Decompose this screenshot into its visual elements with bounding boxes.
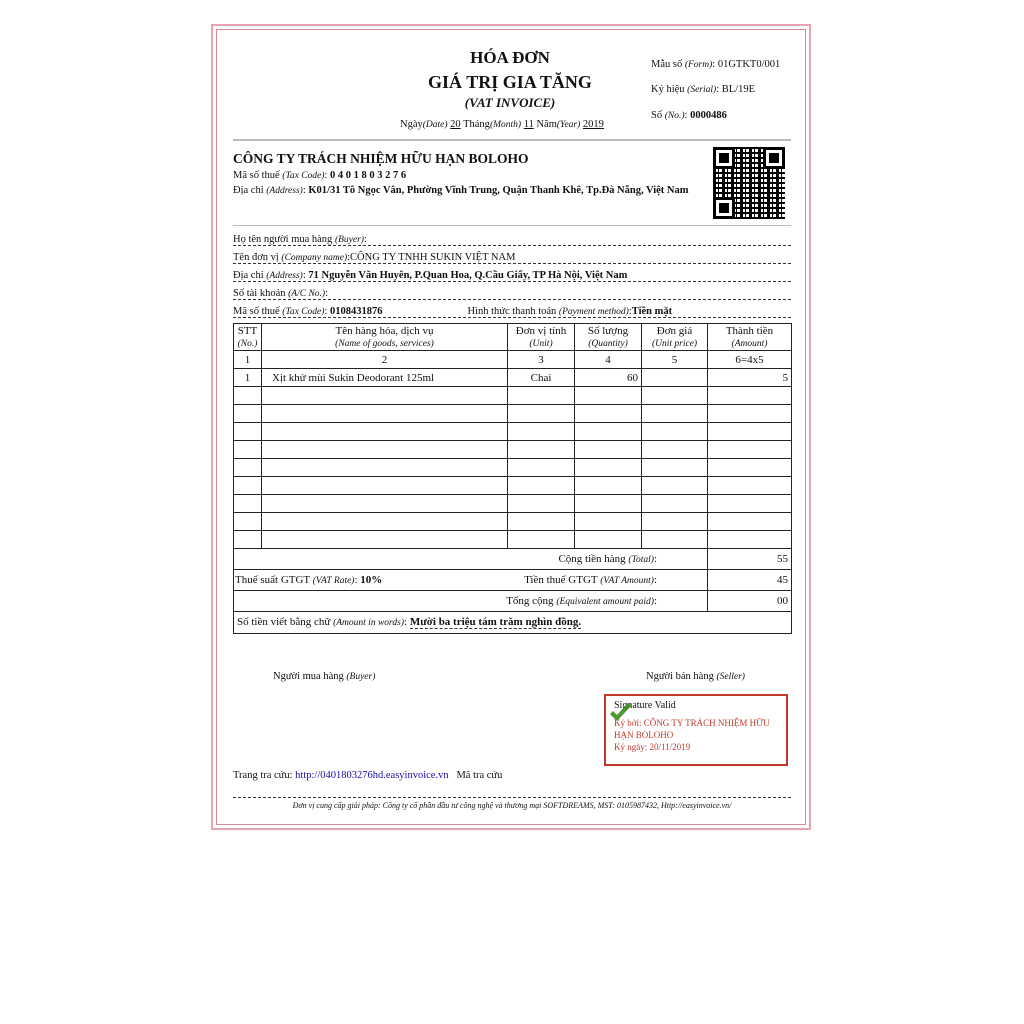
- title: HÓA ĐƠN: [470, 48, 550, 67]
- grand-amount: 00: [708, 591, 792, 612]
- empty-row: [234, 387, 792, 405]
- table-row: [234, 369, 792, 387]
- vat-amount: 45: [708, 570, 792, 591]
- title-vat: GIÁ TRỊ GIA TĂNG: [428, 72, 592, 92]
- column-header: Số lượng (Quantity): [575, 324, 642, 351]
- column-header: Tên hàng hóa, dịch vụ (Name of goods, services): [262, 324, 508, 351]
- table-cell: [642, 369, 708, 387]
- buyer-tax-payment: Mã số thuế (Tax Code): 0108431876 Hình thức thanh toán (Payment method):Tiền mặt: [233, 306, 791, 318]
- lookup: Trang tra cứu: http://0401803276hd.easyinvoice.vn Mã tra cứu: [233, 770, 503, 781]
- seller-name: CÔNG TY TRÁCH NHIỆM HỮU HẠN BOLOHO: [233, 151, 529, 166]
- digital-signature-stamp: Signature Valid Ký bởi: CÔNG TY TRÁCH NHIỆM HỮU HẠN BOLOHO Ký ngày: 20/11/2019: [604, 694, 788, 766]
- invoice-no: Số (No.): 0000486: [651, 110, 727, 121]
- empty-row: [234, 441, 792, 459]
- table-cell: Chai: [508, 369, 575, 387]
- empty-row: [234, 495, 792, 513]
- empty-row: [234, 423, 792, 441]
- column-header: Đơn giá (Unit price): [642, 324, 708, 351]
- seller-address: Địa chỉ (Address): K01/31 Tô Ngọc Vân, Phường Vĩnh Trung, Quận Thanh Khê, Tp.Đà Nẵng, Việt Nam: [233, 185, 689, 196]
- buyer-company: Tên đơn vị (Company name):CÔNG TY TNHH SUKIN VIỆT NAM: [233, 252, 791, 264]
- buyer-name: Họ tên người mua hàng (Buyer):: [233, 234, 791, 246]
- index-cell: 5: [642, 351, 708, 369]
- serial: Ký hiệu (Serial): BL/19E: [651, 84, 755, 95]
- amount-in-words: Mười ba triệu tám trăm nghìn đồng.: [409, 616, 582, 628]
- divider: [233, 225, 791, 226]
- column-header: STT (No.): [234, 324, 262, 351]
- seller-tax: Mã số thuế (Tax Code): 0 4 0 1 8 0 3 2 7 6: [233, 170, 407, 181]
- empty-row: [234, 405, 792, 423]
- provider-note: Đơn vị cung cấp giải pháp: Công ty cổ phần đầu tư công nghệ và thương mại SOFTDREAMS, MST: 0105987432, Http://easyinvoice.vn/: [292, 801, 732, 810]
- index-cell: 2: [262, 351, 508, 369]
- seller-sign-label: Người bán hàng (Seller): [646, 671, 745, 682]
- goods-table: STT (No.) Tên hàng hóa, dịch vụ (Name of goods, services) Đơn vị tính (Unit) Số lượng (Quantity) Đơn giá (Unit price) Thành tiền (Amount) 1 2 3 4 5 6=4x5 1 Xịt khử mùi Sukin Deodorant 125ml Chai 60 5 Cộng tiền hàng (Total): 55 Thuế suất GTGT (VAT Rate): 10% Tiền thuế GTGT (VAT Amount): 45 Tổng cộng (Equivalent amount paid): 00 Số tiền viết bằng chữ (Amount in words): Mười ba triệu tám trăm nghìn đồng.: [233, 323, 792, 634]
- empty-row: [234, 459, 792, 477]
- table-cell: 60: [575, 369, 642, 387]
- index-cell: 4: [575, 351, 642, 369]
- table-cell: Xịt khử mùi Sukin Deodorant 125ml: [262, 369, 508, 387]
- column-header: Đơn vị tính (Unit): [508, 324, 575, 351]
- buyer-address: Địa chỉ (Address): 71 Nguyễn Văn Huyên, P.Quan Hoa, Q.Cầu Giấy, TP Hà Nội, Việt Nam: [233, 270, 791, 282]
- index-cell: 1: [234, 351, 262, 369]
- index-cell: 6=4x5: [708, 351, 792, 369]
- table-cell: 5: [708, 369, 792, 387]
- divider: [233, 139, 791, 141]
- buyer-account: Số tài khoản (A/C No.):: [233, 288, 791, 300]
- table-cell: 1: [234, 369, 262, 387]
- check-icon: [608, 702, 634, 724]
- empty-row: [234, 513, 792, 531]
- invoice-date: Ngày(Date) 20 Tháng(Month) 11 Năm(Year) 2019: [400, 119, 604, 130]
- empty-row: [234, 477, 792, 495]
- divider: [233, 797, 791, 798]
- index-cell: 3: [508, 351, 575, 369]
- form-no: Mẫu số (Form): 01GTKT0/001: [651, 59, 781, 70]
- empty-row: [234, 531, 792, 549]
- total-amount: 55: [708, 549, 792, 570]
- lookup-link[interactable]: http://0401803276hd.easyinvoice.vn: [295, 770, 449, 781]
- column-header: Thành tiền (Amount): [708, 324, 792, 351]
- qr-code: [713, 147, 785, 219]
- title-en: (VAT INVOICE): [464, 95, 556, 110]
- buyer-sign-label: Người mua hàng (Buyer): [273, 671, 376, 682]
